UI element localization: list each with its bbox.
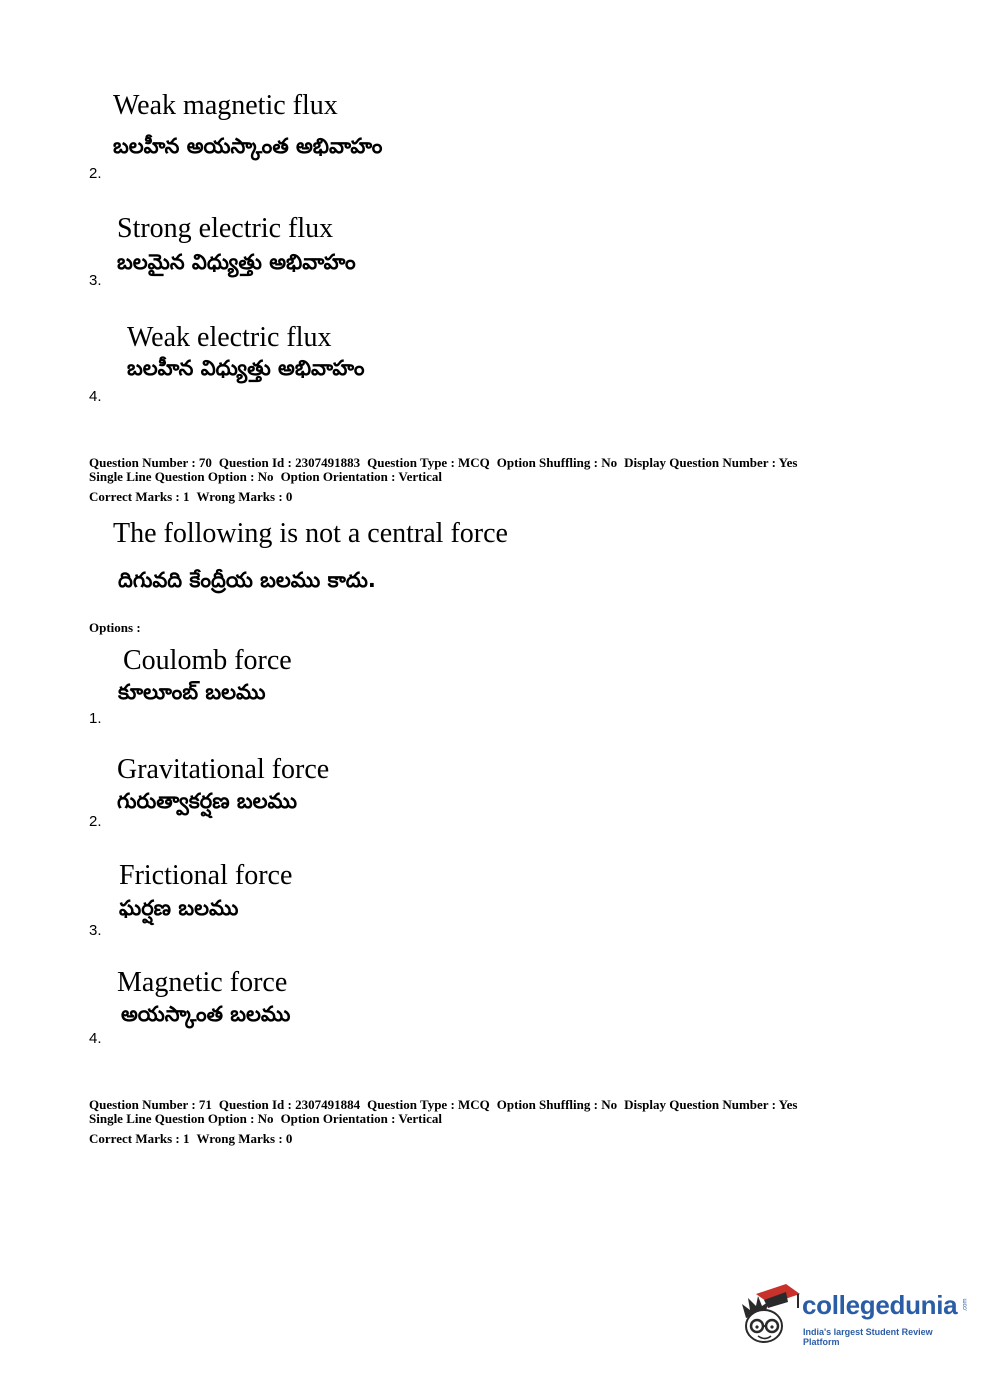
brand-suffix: .com bbox=[962, 1298, 969, 1312]
q70-single-line-option: Single Line Question Option : No bbox=[89, 469, 274, 484]
q70-correct-marks: Correct Marks : 1 bbox=[89, 489, 190, 504]
prev-option-2-telugu: బలహీన అయస్కాంత అభివాహం bbox=[113, 134, 383, 158]
q70-display-question-number: Display Question Number : Yes bbox=[624, 455, 798, 470]
q70-meta-line3 bbox=[89, 489, 299, 504]
q71-option-shuffling: Option Shuffling : No bbox=[496, 1097, 618, 1112]
q70-question-number: Question Number : 70 bbox=[89, 455, 212, 470]
prev-option-4-telugu: బలహీన విధ్యుత్తు అభివాహం bbox=[127, 356, 365, 380]
q71-display-question-number: Display Question Number : Yes bbox=[624, 1097, 798, 1112]
q70-wrong-marks: Wrong Marks : 0 bbox=[196, 489, 293, 504]
q70-option-shuffling: Option Shuffling : No bbox=[496, 455, 618, 470]
q70-option-3-number: 3. bbox=[89, 922, 102, 939]
q71-question-id: Question Id : 2307491884 bbox=[218, 1097, 361, 1112]
q70-question-type: Question Type : MCQ bbox=[367, 455, 490, 470]
brand-tagline: India's largest Student Review Platform bbox=[803, 1327, 933, 1347]
q70-question-english: The following is not a central force bbox=[113, 518, 508, 549]
mascot-icon bbox=[740, 1280, 802, 1350]
q70-option-1-english: Coulomb force bbox=[123, 645, 292, 676]
q70-option-2-english: Gravitational force bbox=[117, 754, 330, 785]
prev-option-3-telugu: బలమైన విధ్యుత్తు అభివాహం bbox=[117, 250, 356, 274]
prev-option-4-number: 4. bbox=[89, 388, 102, 405]
q71-meta-line1 bbox=[89, 1097, 804, 1112]
q70-meta-line2 bbox=[89, 469, 449, 484]
prev-option-2-number: 2. bbox=[89, 165, 102, 182]
q71-option-orientation: Option Orientation : Vertical bbox=[280, 1111, 442, 1126]
q70-option-3-telugu: ఘర్షణ బలము bbox=[119, 896, 239, 920]
prev-option-2-english: Weak magnetic flux bbox=[113, 90, 338, 121]
q70-meta-line1 bbox=[89, 455, 804, 470]
q70-option-2-telugu: గురుత్వాకర్షణ బలము bbox=[117, 789, 297, 813]
q70-option-1-telugu: కూలూంబ్ బలము bbox=[118, 680, 266, 704]
q71-wrong-marks: Wrong Marks : 0 bbox=[196, 1131, 293, 1146]
q70-question-telugu: దిగువది కేంద్రీయ బలము కాదు. bbox=[118, 568, 376, 592]
prev-option-3-number: 3. bbox=[89, 272, 102, 289]
prev-option-3-english: Strong electric flux bbox=[117, 213, 334, 244]
q71-meta-line2 bbox=[89, 1111, 449, 1126]
collegedunia-logo bbox=[740, 1280, 970, 1350]
q71-question-number: Question Number : 71 bbox=[89, 1097, 212, 1112]
brand-name: collegedunia bbox=[802, 1290, 958, 1320]
prev-option-4-english: Weak electric flux bbox=[127, 322, 332, 353]
q71-meta-line3 bbox=[89, 1131, 299, 1146]
q70-option-4-number: 4. bbox=[89, 1030, 102, 1047]
q70-option-4-telugu: అయస్కాంత బలము bbox=[121, 1002, 291, 1026]
q70-option-3-english: Frictional force bbox=[119, 860, 293, 891]
q71-question-type: Question Type : MCQ bbox=[367, 1097, 490, 1112]
q70-option-4-english: Magnetic force bbox=[117, 967, 288, 998]
q71-correct-marks: Correct Marks : 1 bbox=[89, 1131, 190, 1146]
q70-option-1-number: 1. bbox=[89, 710, 102, 727]
q70-option-orientation: Option Orientation : Vertical bbox=[280, 469, 442, 484]
q70-option-2-number: 2. bbox=[89, 813, 102, 830]
q70-options-label: Options : bbox=[89, 620, 141, 635]
q71-single-line-option: Single Line Question Option : No bbox=[89, 1111, 274, 1126]
q70-question-id: Question Id : 2307491883 bbox=[218, 455, 361, 470]
